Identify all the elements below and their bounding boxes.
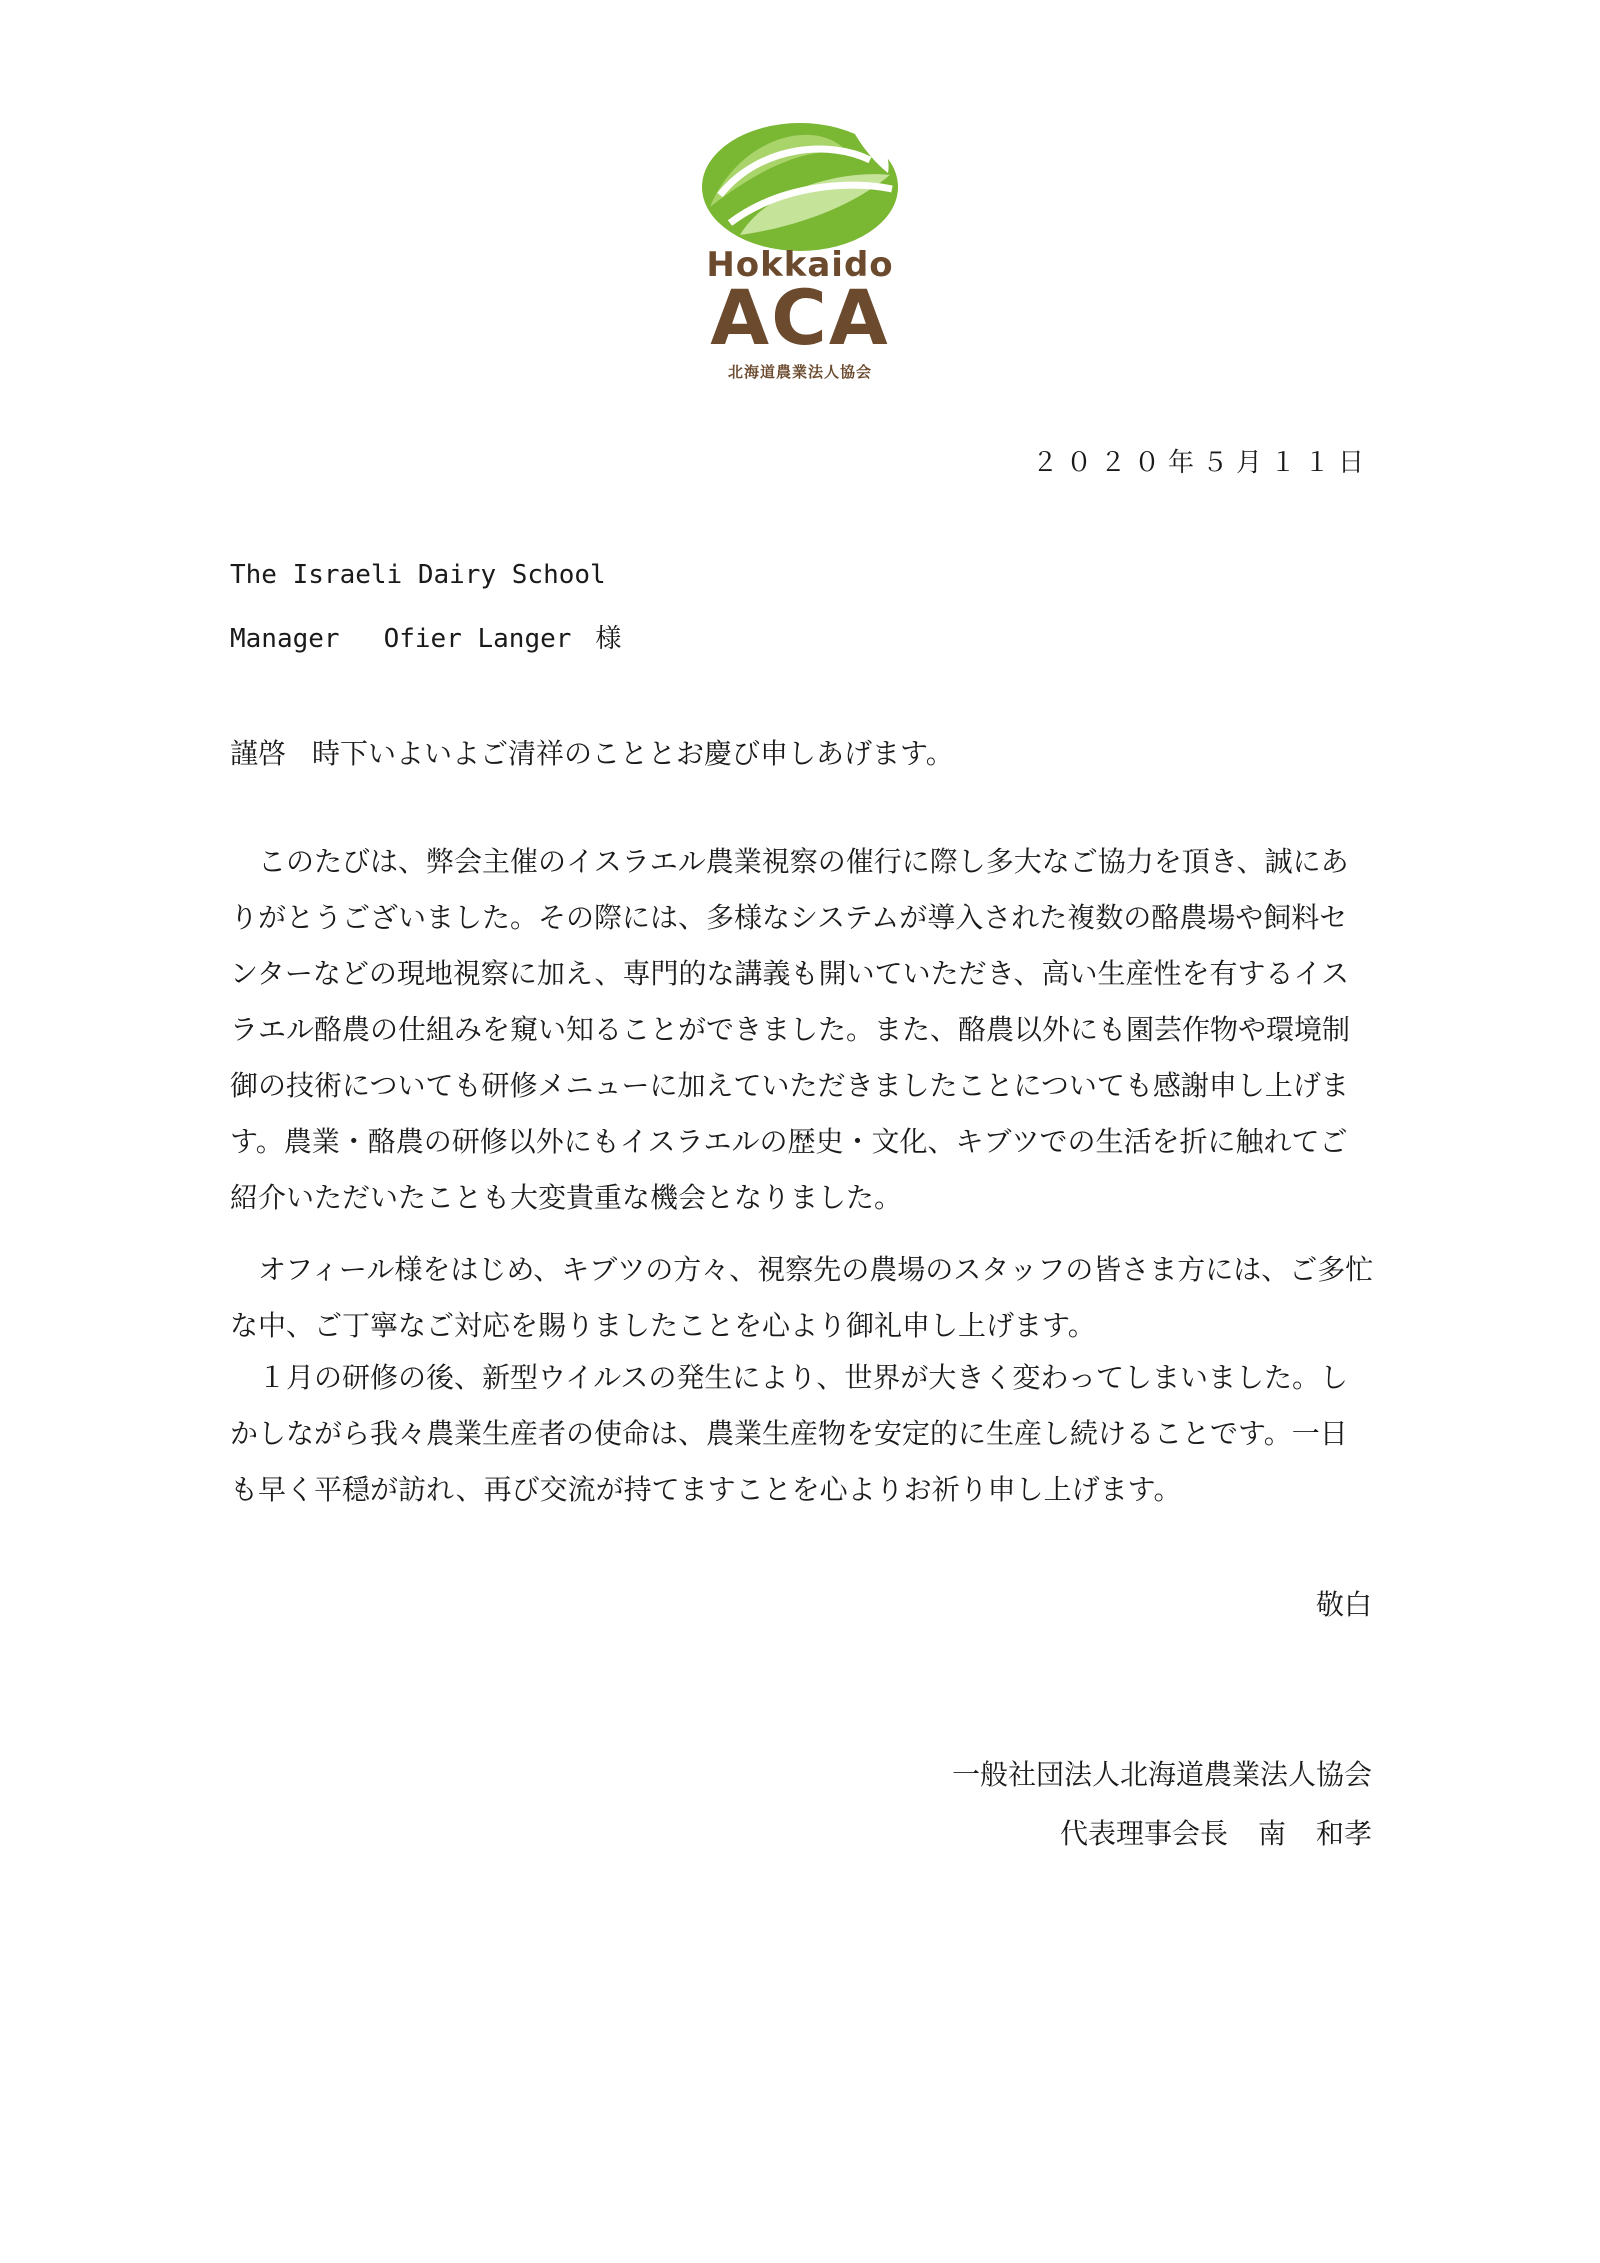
logo-brand-top: Hokkaido — [706, 245, 894, 285]
greeting-rest: 時下いよいよご清祥のこととお慶び申しあげます。 — [312, 737, 954, 770]
sender-title: 代表理事会長 — [1059, 1817, 1228, 1850]
logo-brand-sub: 北海道農業法人協会 — [727, 363, 872, 381]
sender-signature-line — [1060, 1812, 1372, 1852]
paragraph-2: オフィール様をはじめ、キブツの方々、視察先の農場のスタッフの皆さま方には、ご多忙な中、ご丁寧なご対応を賜りましたことを心より御礼申し上げます。 — [230, 1253, 1374, 1342]
recipient-title: Manager — [230, 624, 340, 654]
recipient-honorific: 様 — [595, 624, 622, 654]
sender-organization: 一般社団法人北海道農業法人協会 — [951, 1758, 1372, 1791]
letter-date: ２０２０年５月１１日 — [1031, 448, 1372, 478]
closing-word: 敬白 — [1315, 1588, 1372, 1621]
paragraph-3: １月の研修の後、新型ウイルスの発生により、世界が大きく変わってしまいました。しかしながら我々農業生産者の使命は、農業生産物を安定的に生産し続けることです。一日も早く平穏が訪れ、再び交流が持てますことを心よりお祈り申し上げます。 — [230, 1361, 1349, 1506]
hokkaido-aca-logo — [700, 115, 900, 381]
recipient-line — [230, 618, 621, 655]
greeting-open: 謹啓 — [230, 737, 287, 770]
greeting-line — [230, 726, 1375, 782]
logo-brand-main: ACA — [710, 273, 890, 362]
recipient-name: Ofier Langer — [383, 624, 572, 654]
paragraph-1: このたびは、弊会主催のイスラエル農業視察の催行に際し多大なご協力を頂き、誠にありがとうございました。その際には、多様なシステムが導入された複数の酪農場や飼料センターなどの現地視察に加え、専門的な講義も開いていただき、高い生産性を有するイスラエル酪農の仕組みを窺い知ることができました。また、酪農以外にも園芸作物や環境制御の技術についても研修メニューに加えていただきましたことについても感謝申し上げます。農業・酪農の研修以外にもイスラエルの歴史・文化、キブツでの生活を折に触れてご紹介いただいたことも大変貴重な機会となりました。 — [230, 845, 1351, 1214]
sender-given-name: 和孝 — [1315, 1817, 1372, 1850]
recipient-organization: The Israeli Dairy School — [230, 560, 606, 590]
sender-family-name: 南 — [1257, 1817, 1286, 1850]
